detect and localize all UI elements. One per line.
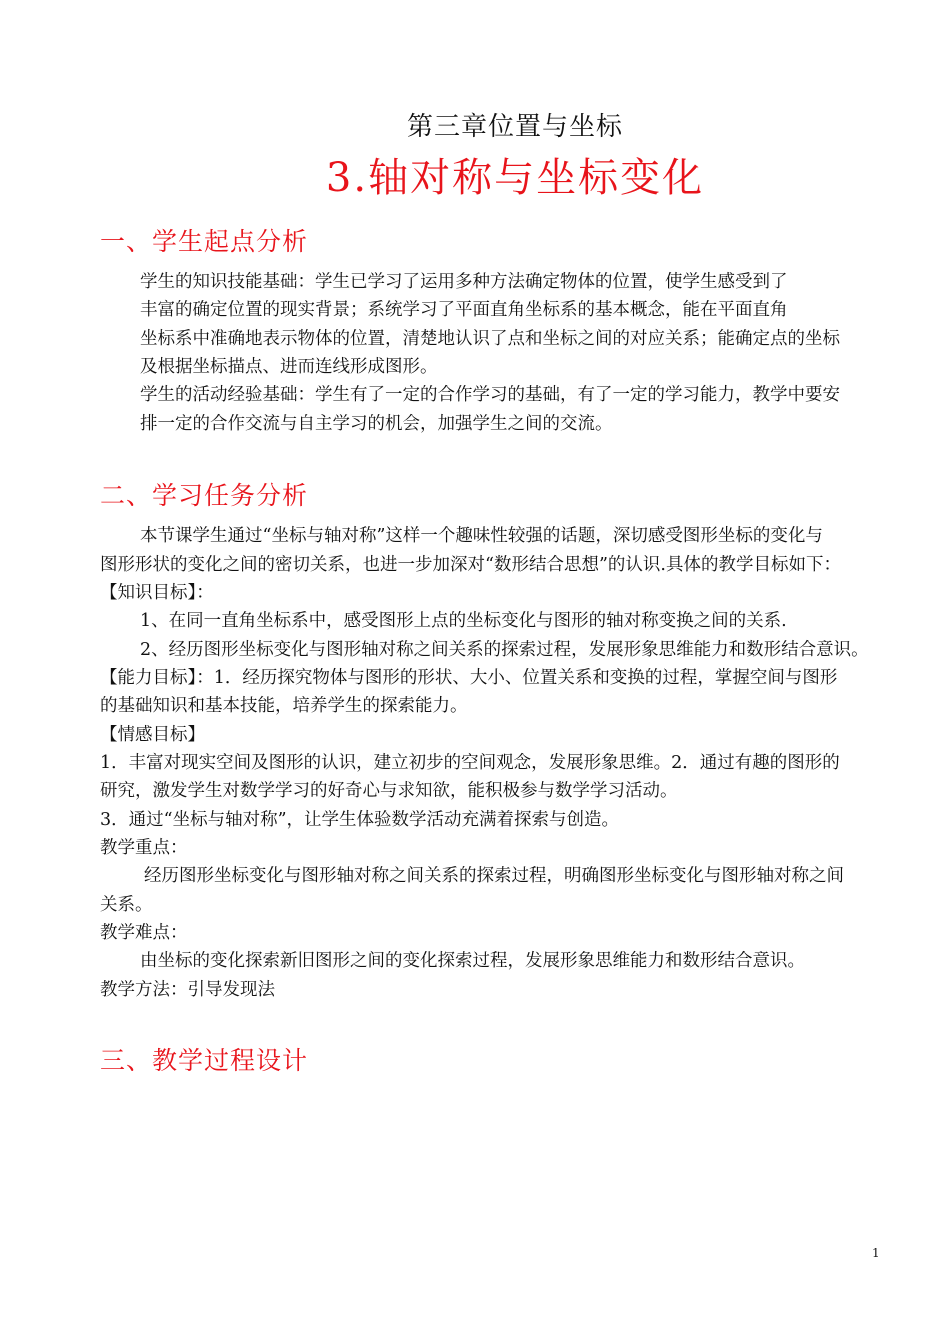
paragraph-line: 学生的知识技能基础：学生已学习了运用多种方法确定物体的位置，使学生感受到了 [140, 272, 788, 292]
knowledge-goal-label: 【知识目标】： [100, 583, 214, 603]
paragraph-line: 3．通过“坐标与轴对称”，让学生体验数学活动充满着探索与创造。 [100, 810, 620, 830]
emotion-goal-label: 【情感目标】 [100, 725, 205, 745]
paragraph-line: 排一定的合作交流与自主学习的机会，加强学生之间的交流。 [140, 414, 613, 434]
paragraph-line: 1．丰富对现实空间及图形的认识，建立初步的空间观念，发展形象思维。2．通过有趣的图形的 [100, 753, 840, 773]
paragraph-line: 1、在同一直角坐标系中，感受图形上点的坐标变化与图形的轴对称变换之间的关系. [140, 611, 787, 631]
paragraph-line: 坐标系中准确地表示物体的位置，清楚地认识了点和坐标之间的对应关系；能确定点的坐标 [140, 329, 840, 349]
difficulty-label: 教学难点： [100, 923, 188, 943]
chapter-title: 第三章位置与坐标 [406, 112, 623, 142]
paragraph-line: 研究，激发学生对数学学习的好奇心与求知欲，能积极参与数学学习活动。 [100, 781, 678, 801]
paragraph-line: 的基础知识和基本技能，培养学生的探索能力。 [100, 696, 468, 716]
section-heading-2: 二、学习任务分析 [100, 481, 309, 510]
ability-goal-line: 【能力目标】：1．经历探究物体与图形的形状、大小、位置关系和变换的过程，掌握空间与图形 [100, 668, 838, 688]
section-heading-3: 三、教学过程设计 [100, 1046, 309, 1075]
paragraph-line: 经历图形坐标变化与图形轴对称之间关系的探索过程，明确图形坐标变化与图形轴对称之间 [144, 866, 844, 886]
paragraph-line: 学生的活动经验基础：学生有了一定的合作学习的基础，有了一定的学习能力，教学中要安 [140, 385, 840, 405]
key-point-label: 教学重点： [100, 838, 188, 858]
page-number: 1 [872, 1246, 880, 1260]
lesson-title: 3.轴对称与坐标变化 [325, 155, 705, 201]
paragraph-line: 关系。 [100, 895, 153, 915]
paragraph-line: 由坐标的变化探索新旧图形之间的变化探索过程，发展形象思维能力和数形结合意识。 [140, 951, 805, 971]
paragraph-line: 及根据坐标描点、进而连线形成图形。 [140, 357, 438, 377]
teaching-method-line: 教学方法：引导发现法 [100, 980, 275, 1000]
section-heading-1: 一、学生起点分析 [100, 227, 309, 256]
paragraph-line: 2、经历图形坐标变化与图形轴对称之间关系的探索过程，发展形象思维能力和数形结合意识。 [140, 640, 869, 660]
paragraph-line: 图形形状的变化之间的密切关系，也进一步加深对“数形结合思想”的认识.具体的教学目标如下： [100, 555, 841, 575]
paragraph-line: 本节课学生通过“坐标与轴对称”这样一个趣味性较强的话题，深切感受图形坐标的变化与 [140, 526, 823, 546]
paragraph-line: 丰富的确定位置的现实背景；系统学习了平面直角坐标系的基本概念，能在平面直角 [140, 300, 788, 320]
